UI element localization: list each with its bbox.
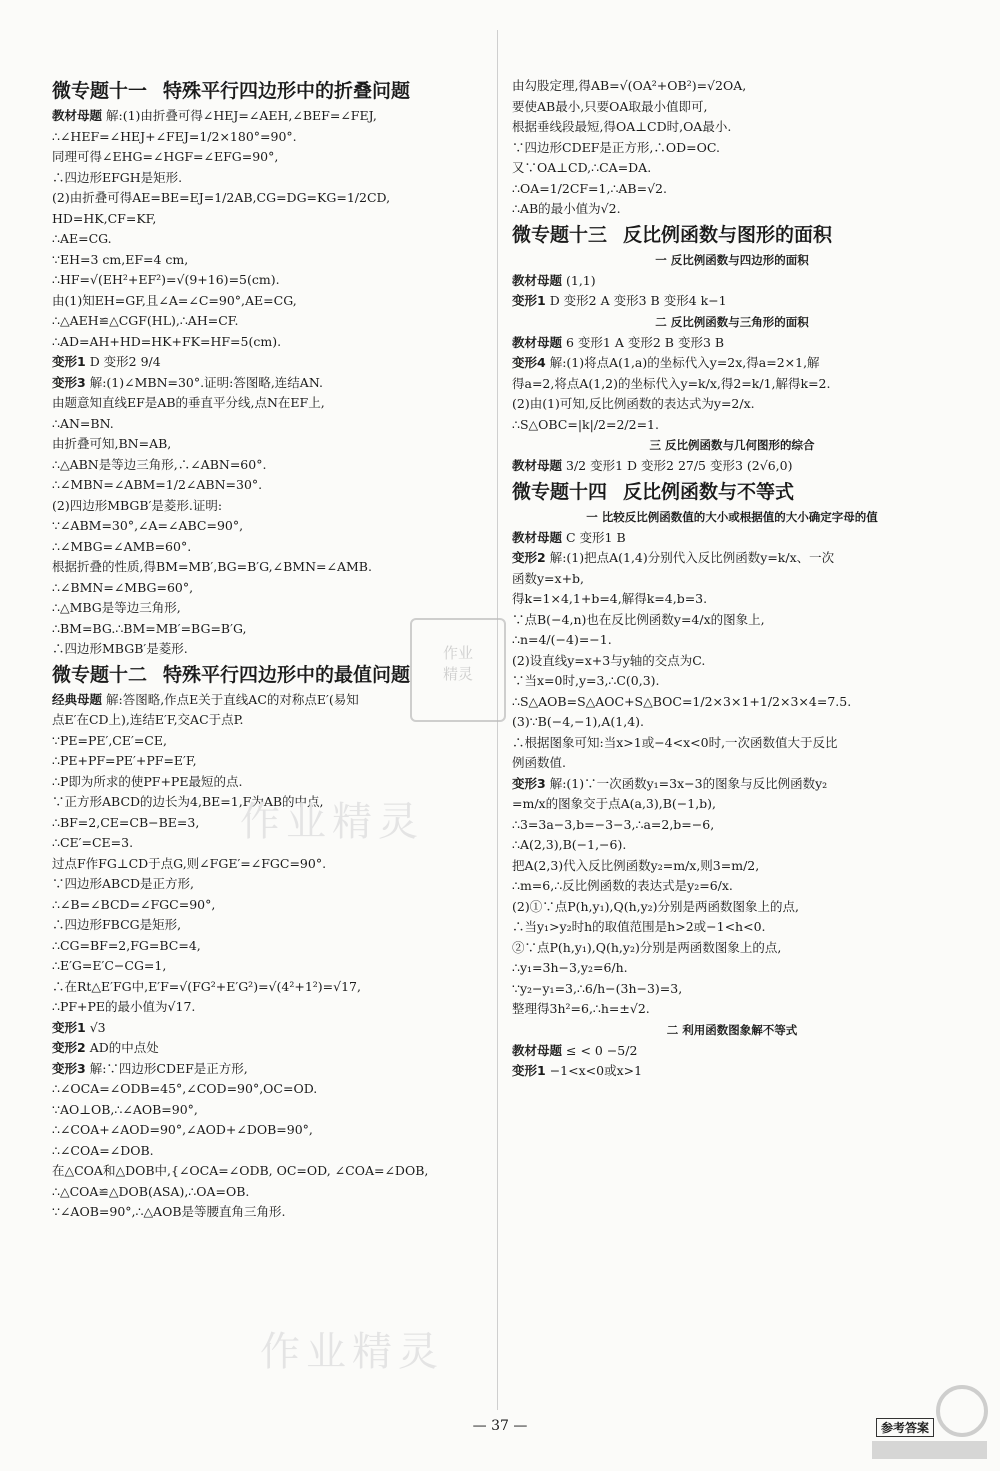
problem-label: 教材母题 <box>512 529 563 545</box>
answer-text: ∴△MBG是等边三角形, <box>52 600 181 615</box>
answer-text: ∴PE+PF=PE′+PF=E′F, <box>52 753 197 768</box>
answer-text: 过点F作FG⊥CD于点G,则∠FGE′=∠FGC=90°. <box>52 855 327 871</box>
answer-text: HD=HK,CF=KF, <box>52 210 157 226</box>
answer-text: ∴S△AOB=S△AOC+S△BOC=1/2×3×1+1/2×3×4=7.5. <box>512 693 852 709</box>
problem-label: 教材母题 <box>512 272 563 288</box>
answer-text: 3/2 变形1 D 变形2 27/5 变形3 (2√6,0) <box>566 458 793 473</box>
answer-line <box>52 1182 492 1203</box>
answer-tag: 参考答案 <box>876 1418 934 1437</box>
answer-text: ∴OA=1/2CF=1,∴AB=√2. <box>512 180 667 196</box>
answer-text: ∴AB的最小值为√2. <box>512 201 621 216</box>
answer-line <box>512 774 952 795</box>
answer-line <box>512 97 952 118</box>
answer-line <box>52 106 492 127</box>
answer-text: ∵PE=PE′,CE′=CE, <box>52 732 167 748</box>
answer-text: ∴∠B=∠BCD=∠FGC=90°, <box>52 896 216 912</box>
answer-text: ∴AD=AH+HD=HK+FK=HF=5(cm). <box>52 333 282 349</box>
answer-text: 由折叠可知,BN=AB, <box>52 436 172 451</box>
answer-line <box>52 751 492 772</box>
watermark-stamp: 作业 精灵 <box>410 618 506 722</box>
answer-line <box>52 578 492 599</box>
answer-text: −1<x<0或x>1 <box>549 1063 643 1078</box>
answer-text: AD的中点处 <box>89 1040 159 1055</box>
answer-line <box>512 753 952 774</box>
answer-line <box>52 977 492 998</box>
problem-label: 变形2 <box>52 1040 86 1055</box>
answer-line <box>52 250 492 271</box>
answer-line <box>52 1079 492 1100</box>
answer-text: 解:(1)将点A(1,a)的坐标代入y=2x,得a=2×1,解 <box>549 355 820 370</box>
answer-text: ∵四边形ABCD是正方形, <box>52 876 195 891</box>
answer-line <box>52 598 492 619</box>
answer-text: 解:答图略,作点E关于直线AC的对称点E′(易知 <box>106 691 359 707</box>
right-column <box>512 76 952 1082</box>
answer-text: ∴四边形EFGH是矩形. <box>52 169 183 185</box>
answer-text: (2)由折叠可得AE=BE=EJ=1/2AB,CG=DG=KG=1/2CD, <box>52 190 391 205</box>
section-name: 特殊平行四边形中的最值问题 <box>163 663 411 686</box>
answer-text: ∴CG=BF=2,FG=BC=4, <box>52 937 201 953</box>
answer-text: ∴3=3a−3,b=−3−3,∴a=2,b=−6, <box>512 816 715 832</box>
answer-line <box>512 138 952 159</box>
answer-text: 要使AB最小,只要OA取最小值即可, <box>512 98 708 114</box>
answer-text: 由(1)知EH=GF,且∠A=∠C=90°,AE=CG, <box>52 292 297 308</box>
answer-line <box>52 516 492 537</box>
answer-text: ∴BF=2,CE=CB−BE=3, <box>52 814 200 830</box>
answer-line <box>512 291 952 312</box>
answer-line <box>52 1059 492 1080</box>
problem-label: 变形3 <box>52 1060 86 1076</box>
answer-line <box>52 854 492 875</box>
answer-line <box>52 772 492 793</box>
answer-text: ∴∠MBG=∠AMB=60°. <box>52 538 192 554</box>
answer-line <box>512 589 952 610</box>
answer-text: ∴△ABN是等边三角形,∴∠ABN=60°. <box>52 456 267 472</box>
problem-label: 变形3 <box>512 775 546 791</box>
answer-line <box>52 731 492 752</box>
answer-line <box>52 311 492 332</box>
answer-line <box>52 414 492 435</box>
answer-line <box>52 352 492 373</box>
answer-line <box>512 117 952 138</box>
answer-line <box>512 979 952 1000</box>
answer-text: ∴四边形MBGB′是菱形. <box>52 641 188 656</box>
answer-text: ∴根据图象可知:当x>1或−4<x<0时,一次函数值大于反比 <box>512 734 838 750</box>
answer-line <box>512 76 952 97</box>
section-name: 特殊平行四边形中的折叠问题 <box>163 80 411 102</box>
answer-text: ≤ < 0 −5/2 <box>566 1042 638 1058</box>
answer-text: ∴在Rt△E′FG中,E′F=√(FG²+E′G²)=√(4²+1²)=√17, <box>52 978 361 994</box>
answer-line <box>512 917 952 938</box>
section-number: 微专题十三 <box>512 223 608 246</box>
answer-text: (3)∵B(−4,−1),A(1,4). <box>512 714 645 729</box>
answer-text: (2)①∵点P(h,y₁),Q(h,y₂)分别是两函数图象上的点, <box>512 898 800 914</box>
answer-text: (1,1) <box>566 272 596 288</box>
answer-text: ∴∠BMN=∠MBG=60°, <box>52 579 194 595</box>
answer-text: ∴四边形FBCG是矩形, <box>52 917 182 932</box>
answer-line <box>52 936 492 957</box>
subsection-title: 二 利用函数图象解不等式 <box>666 1022 798 1037</box>
problem-label: 经典母题 <box>52 691 103 707</box>
answer-text: (2)设直线y=x+3与y轴的交点为C. <box>512 652 706 668</box>
answer-line <box>512 938 952 959</box>
watermark-text: 作业精灵 <box>240 799 424 845</box>
answer-text: =m/x的图象交于点A(a,3),B(−1,b), <box>512 796 717 811</box>
answer-text: 解:(1)把点A(1,4)分别代入反比例函数y=k/x、一次 <box>549 550 835 565</box>
answer-line <box>52 1202 492 1223</box>
answer-line <box>52 1141 492 1162</box>
answer-text: √3 <box>89 1019 106 1035</box>
subsection-title: 一 比较反比例函数值的大小或根据值的大小确定字母的值 <box>586 509 878 524</box>
answer-line <box>52 291 492 312</box>
answer-text: D 变形2 A 变形3 B 变形4 k−1 <box>549 293 727 308</box>
answer-text: ∵四边形CDEF是正方形,∴OD=OC. <box>512 139 720 155</box>
watermark-text: 作业精灵 <box>260 1329 444 1375</box>
answer-text: (2)由(1)可知,反比例函数的表达式为y=2/x. <box>512 396 755 411</box>
answer-text: ②∵点P(h,y₁),Q(h,y₂)分别是两函数图象上的点, <box>512 939 782 955</box>
answer-line <box>512 692 952 713</box>
answer-line <box>512 1061 952 1082</box>
answer-text: ∵正方形ABCD的边长为4,BE=1,F为AB的中点, <box>52 794 324 809</box>
answer-line <box>52 147 492 168</box>
problem-label: 变形4 <box>512 355 546 370</box>
answer-line <box>52 1100 492 1121</box>
subsection-title: 三 反比例函数与几何图形的综合 <box>649 438 815 452</box>
answer-text: ∵AO⊥OB,∴∠AOB=90°, <box>52 1101 198 1117</box>
answer-line <box>512 528 952 549</box>
answer-text: 解:(1)由折叠可得∠HEJ=∠AEH,∠BEF=∠FEJ, <box>106 108 377 123</box>
answer-line <box>52 188 492 209</box>
answer-line <box>52 915 492 936</box>
answer-line <box>52 1161 492 1182</box>
site-logo-icon <box>862 1383 992 1463</box>
answer-text: ∴∠MBN=∠ABM=1/2∠ABN=30°. <box>52 477 263 492</box>
answer-text: 根据折叠的性质,得BM=MB′,BG=B′G,∠BMN=∠AMB. <box>52 559 372 574</box>
answer-text: ∴CE′=CE=3. <box>52 835 134 850</box>
answer-line <box>512 569 952 590</box>
answer-line <box>52 209 492 230</box>
answer-line <box>512 856 952 877</box>
answer-line <box>512 271 952 292</box>
section-number: 微专题十二 <box>52 663 148 686</box>
subsection-title: 二 反比例函数与三角形的面积 <box>655 314 809 329</box>
answer-text: ∴△COA≌△DOB(ASA),∴OA=OB. <box>52 1183 250 1199</box>
answer-line <box>52 557 492 578</box>
problem-label: 教材母题 <box>512 1042 563 1058</box>
answer-line <box>512 610 952 631</box>
answer-line <box>512 1041 952 1062</box>
answer-text: ∵EH=3 cm,EF=4 cm, <box>52 251 189 267</box>
answer-line <box>512 999 952 1020</box>
answer-text: ∴∠HEF=∠HEJ+∠FEJ=1/2×180°=90°. <box>52 128 297 144</box>
answer-text: 整理得3h²=6,∴h=±√2. <box>512 1001 650 1016</box>
subsection-title: 一 反比例函数与四边形的面积 <box>655 252 809 267</box>
answer-text: 得k=1×4,1+b=4,解得k=4,b=3. <box>512 591 708 606</box>
answer-line <box>512 548 952 569</box>
answer-text: ∵y₂−y₁=3,∴6/h−(3h−3)=3, <box>512 980 683 996</box>
answer-line <box>512 794 952 815</box>
answer-line <box>512 671 952 692</box>
answer-text: ∴当y₁>y₂时h的取值范围是h>2或−1<h<0. <box>512 919 766 934</box>
answer-text: ∵∠ABM=30°,∠A=∠ABC=90°, <box>52 518 244 533</box>
problem-label: 教材母题 <box>52 108 103 123</box>
answer-text: ∴BM=BG.∴BM=MB′=BG=B′G, <box>52 620 247 636</box>
answer-text: 由勾股定理,得AB=√(OA²+OB²)=√2OA, <box>512 78 747 93</box>
answer-text: 例函数值. <box>512 755 566 770</box>
answer-line <box>52 127 492 148</box>
answer-line <box>52 373 492 394</box>
answer-text: 函数y=x+b, <box>512 570 585 586</box>
answer-text: ∴HF=√(EH²+EF²)=√(9+16)=5(cm). <box>52 272 280 287</box>
answer-line <box>52 475 492 496</box>
answer-text: ∵∠AOB=90°,∴△AOB是等腰直角三角形. <box>52 1204 286 1219</box>
answer-line <box>52 168 492 189</box>
answer-text: ∴△AEH≌△CGF(HL),∴AH=CF. <box>52 313 239 328</box>
problem-label: 变形1 <box>52 354 86 369</box>
answer-line <box>512 353 952 374</box>
answer-line <box>512 733 952 754</box>
answer-text: ∴S△OBC=|k|/2=2/2=1. <box>512 416 659 432</box>
section-name: 反比例函数与不等式 <box>623 480 795 503</box>
answer-text: 在△COA和△DOB中,{∠OCA=∠ODB, OC=OD, ∠COA=∠DOB, <box>52 1163 429 1178</box>
answer-line <box>52 1120 492 1141</box>
section-title <box>52 76 492 106</box>
answer-text: D 变形2 9/4 <box>89 354 161 369</box>
answer-line <box>512 712 952 733</box>
answer-line <box>512 333 952 354</box>
answer-line <box>52 997 492 1018</box>
answer-text: ∴AN=BN. <box>52 415 114 431</box>
answer-text: ∴∠COA=∠DOB. <box>52 1142 154 1158</box>
problem-label: 变形1 <box>512 293 546 308</box>
answer-line <box>512 158 952 179</box>
answer-line <box>512 815 952 836</box>
answer-text: C 变形1 B <box>566 529 626 545</box>
answer-text: 把A(2,3)代入反比例函数y₂=m/x,则3=m/2, <box>512 857 760 873</box>
answer-text: ∴m=6,∴反比例函数的表达式是y₂=6/x. <box>512 878 733 893</box>
answer-text: ∴n=4/(−4)=−1. <box>512 632 612 647</box>
section-number: 微专题十四 <box>512 480 608 503</box>
answer-line <box>52 270 492 291</box>
answer-line <box>512 374 952 395</box>
answer-text: 解:∵四边形CDEF是正方形, <box>89 1060 248 1076</box>
answer-text: ∴∠OCA=∠ODB=45°,∠COD=90°,OC=OD. <box>52 1081 318 1096</box>
answer-line <box>52 434 492 455</box>
answer-line <box>52 895 492 916</box>
problem-label: 变形3 <box>52 374 86 390</box>
answer-text: ∴A(2,3),B(−1,−6). <box>512 837 627 852</box>
answer-text: 由题意知直线EF是AB的垂直平分线,点N在EF上, <box>52 395 325 410</box>
answer-line <box>52 455 492 476</box>
answer-line <box>512 179 952 200</box>
section-name: 反比例函数与图形的面积 <box>623 223 833 246</box>
answer-line <box>512 415 952 436</box>
answer-line <box>512 651 952 672</box>
answer-line <box>512 897 952 918</box>
answer-line <box>52 1038 492 1059</box>
section-title <box>512 477 952 507</box>
answer-line <box>52 874 492 895</box>
answer-text: 解:(1)∠MBN=30°.证明:答图略,连结AN. <box>89 374 323 390</box>
problem-label: 变形1 <box>512 1063 546 1078</box>
section-number: 微专题十一 <box>52 80 148 102</box>
answer-text: 同理可得∠EHG=∠HGF=∠EFG=90°, <box>52 149 279 164</box>
answer-text: 6 变形1 A 变形2 B 变形3 B <box>566 334 725 350</box>
answer-text: 得a=2,将点A(1,2)的坐标代入y=k/x,得2=k/1,解得k=2. <box>512 375 831 391</box>
answer-line <box>512 835 952 856</box>
answer-text: 点E′在CD上),连结E′F,交AC于点P. <box>52 712 244 727</box>
answer-text: ∴AE=CG. <box>52 231 112 246</box>
answer-line <box>52 229 492 250</box>
answer-text: ∴PF+PE的最小值为√17. <box>52 999 196 1014</box>
problem-label: 教材母题 <box>512 334 563 350</box>
answer-text: ∵当x=0时,y=3,∴C(0,3). <box>512 673 660 688</box>
answer-text: (2)四边形MBGB′是菱形.证明: <box>52 497 223 513</box>
answer-text: 又∵OA⊥CD,∴CA=DA. <box>512 160 652 175</box>
page-number: — 37 — <box>472 1418 528 1434</box>
answer-text: ∵点B(−4,n)也在反比例函数y=4/x的图象上, <box>512 611 765 627</box>
answer-line <box>52 332 492 353</box>
problem-label: 变形2 <box>512 550 546 565</box>
answer-line <box>512 958 952 979</box>
answer-line <box>52 496 492 517</box>
answer-line <box>512 199 952 220</box>
answer-text: ∴y₁=3h−3,y₂=6/h. <box>512 960 628 975</box>
problem-label: 教材母题 <box>512 458 563 473</box>
answer-text: 根据垂线段最短,得OA⊥CD时,OA最小. <box>512 119 732 134</box>
answer-text: ∴P即为所求的使PF+PE最短的点. <box>52 773 243 789</box>
answer-line <box>52 393 492 414</box>
answer-line <box>512 876 952 897</box>
answer-text: ∴∠COA+∠AOD=90°,∠AOD+∠DOB=90°, <box>52 1122 313 1137</box>
answer-text: 解:(1)∵一次函数y₁=3x−3的图象与反比例函数y₂ <box>549 775 828 791</box>
answer-line <box>512 630 952 651</box>
answer-text: ∴E′G=E′C−CG=1, <box>52 958 167 973</box>
answer-line <box>52 956 492 977</box>
answer-line <box>52 537 492 558</box>
problem-label: 变形1 <box>52 1019 86 1035</box>
answer-line <box>52 1018 492 1039</box>
answer-line <box>512 456 952 477</box>
answer-line <box>512 394 952 415</box>
section-title <box>512 220 952 250</box>
